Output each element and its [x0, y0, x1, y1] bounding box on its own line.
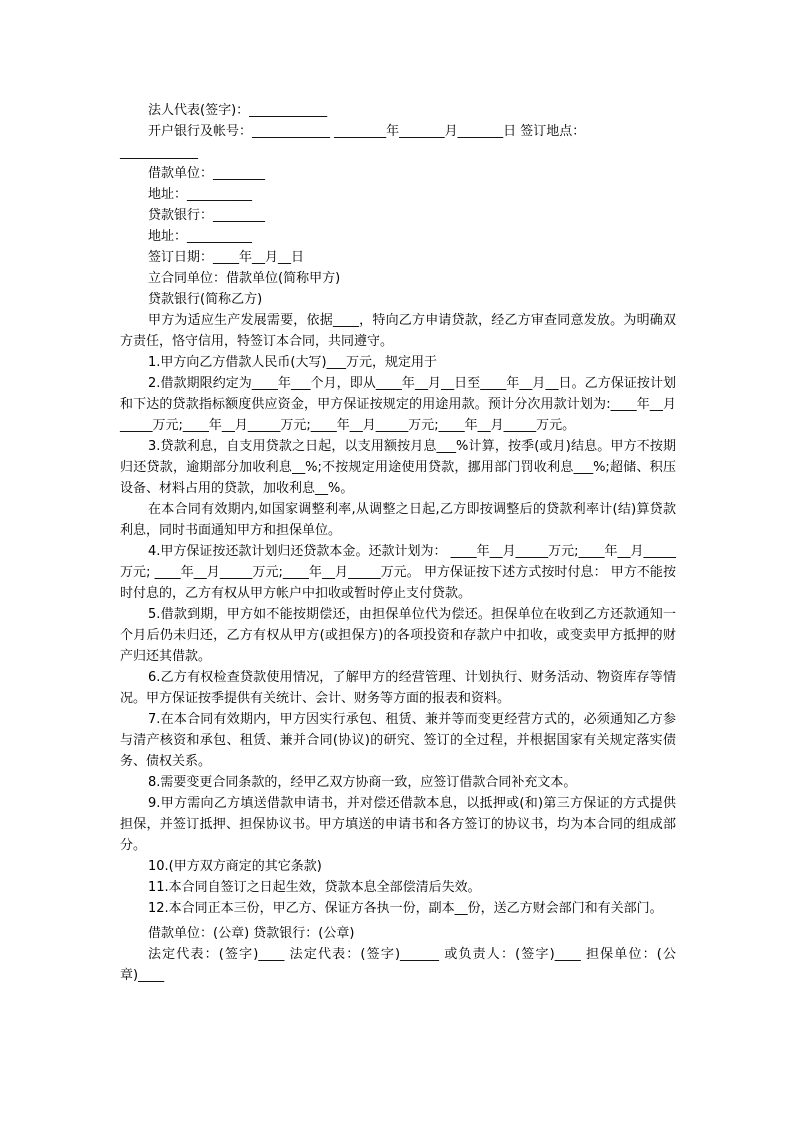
clause-12: 12.本合同正本三份，甲乙方、保证方各执一份，副本__份，送乙方财会部门和有关部门。 — [148, 901, 663, 916]
clause-3: 3.贷款利息，自支用贷款之日起，以支用额按月息___%计算，按季(或月)结息。甲方不按期归还贷款，逾期部分加收利息__%;不按规定用途使用贷款，挪用部门罚收利息___%;超储、积压设备、材料占用的贷款，加收利息__%。 — [120, 439, 676, 496]
seals-line: 借款单位：(公章) 贷款银行：(公章) — [148, 926, 355, 941]
clause-11: 11.本合同自签订之日起生效，贷款本息全部偿清后失效。 — [148, 880, 481, 895]
clause-2: 2.借款期限约定为____年___个月，即从____年__月__日至____年__月__日。乙方保证按计划和下达的贷款指标额度供应资金，甲方保证按规定的用途用款。预计分次用款计划为:____年__月_____万元;____年__月_____万元;____年__月_____万元;____年__月_____万元。 — [120, 376, 676, 433]
lender-bank: 贷款银行：________ — [148, 208, 266, 223]
clause-7: 7.在本合同有效期内，甲方因实行承包、租赁、兼并等而变更经营方式的，必须通知乙方参与清产核资和承包、租赁、兼并合同(协议)的研究、签订的全过程，并根据国家有关规定落实债务、债权关系。 — [120, 712, 676, 769]
borrower-address: 地址：__________ — [148, 187, 253, 202]
legal-representative-line: 法人代表(签字)：____________ — [148, 103, 328, 118]
party-b: 贷款银行(简称乙方) — [148, 292, 263, 307]
clause-5: 5.借款到期，甲方如不能按期偿还，由担保单位代为偿还。担保单位在收到乙方还款通知一个月后仍未归还，乙方有权从甲方(或担保方)的各项投资和存款户中扣收，或变卖甲方抵押的财产归还其借款。 — [120, 607, 676, 664]
borrower-unit: 借款单位：________ — [148, 166, 266, 181]
clause-10: 10.(甲方双方商定的其它条款) — [148, 859, 322, 874]
clause-3-rate-adjustment: 在本合同有效期内,如国家调整利率,从调整之日起,乙方即按调整后的贷款利率计(结)算贷款利息，同时书面通知甲方和担保单位。 — [120, 502, 676, 538]
party-a: 立合同单位：借款单位(简称甲方) — [148, 271, 341, 286]
clause-4: 4.甲方保证按还款计划归还贷款本金。还款计划为： ____年__月_____万元;____年__月_____万元; ____年__月_____万元;____年__月_____万元。 甲方保证按下述方式按时付息： 甲方不能按时付息的，乙方有权从甲方帐户中扣收或暂时停止支付贷款。 — [120, 544, 676, 601]
contract-page — [120, 100, 676, 986]
clause-6: 6.乙方有权检查贷款使用情况，了解甲方的经营管理、计划执行、财务活动、物资库存等情况。甲方保证按季提供有关统计、会计、财务等方面的报表和资料。 — [120, 670, 676, 706]
paragraph-intro: 甲方为适应生产发展需要，依据____，特向乙方申请贷款，经乙方审查同意发放。为明确双方责任，恪守信用，特签订本合同，共同遵守。 — [120, 313, 676, 349]
bank-account-line: 开户银行及帐号：____________ ________年_______月_______日 签订地点： — [148, 124, 586, 139]
clause-1: 1.甲方向乙方借款人民币(大写)___万元，规定用于 — [148, 355, 438, 370]
sign-date: 签订日期：____年__月__日 — [148, 250, 305, 265]
clause-9: 9.甲方需向乙方填送借款申请书，并对偿还借款本息，以抵押或(和)第三方保证的方式提供担保，并签订抵押、担保协议书。甲方填送的申请书和各方签订的协议书，均为本合同的组成部分。 — [120, 796, 676, 853]
signing-place-blank: ____________ — [120, 145, 198, 160]
lender-address: 地址：__________ — [148, 229, 253, 244]
clause-8: 8.需要变更合同条款的，经甲乙双方协商一致，应签订借款合同补充文本。 — [148, 775, 577, 790]
signatures-line: 法定代表：(签字)____ 法定代表：(签字)______ 或负责人：(签字)____ 担保单位：(公章)____ — [120, 947, 676, 983]
